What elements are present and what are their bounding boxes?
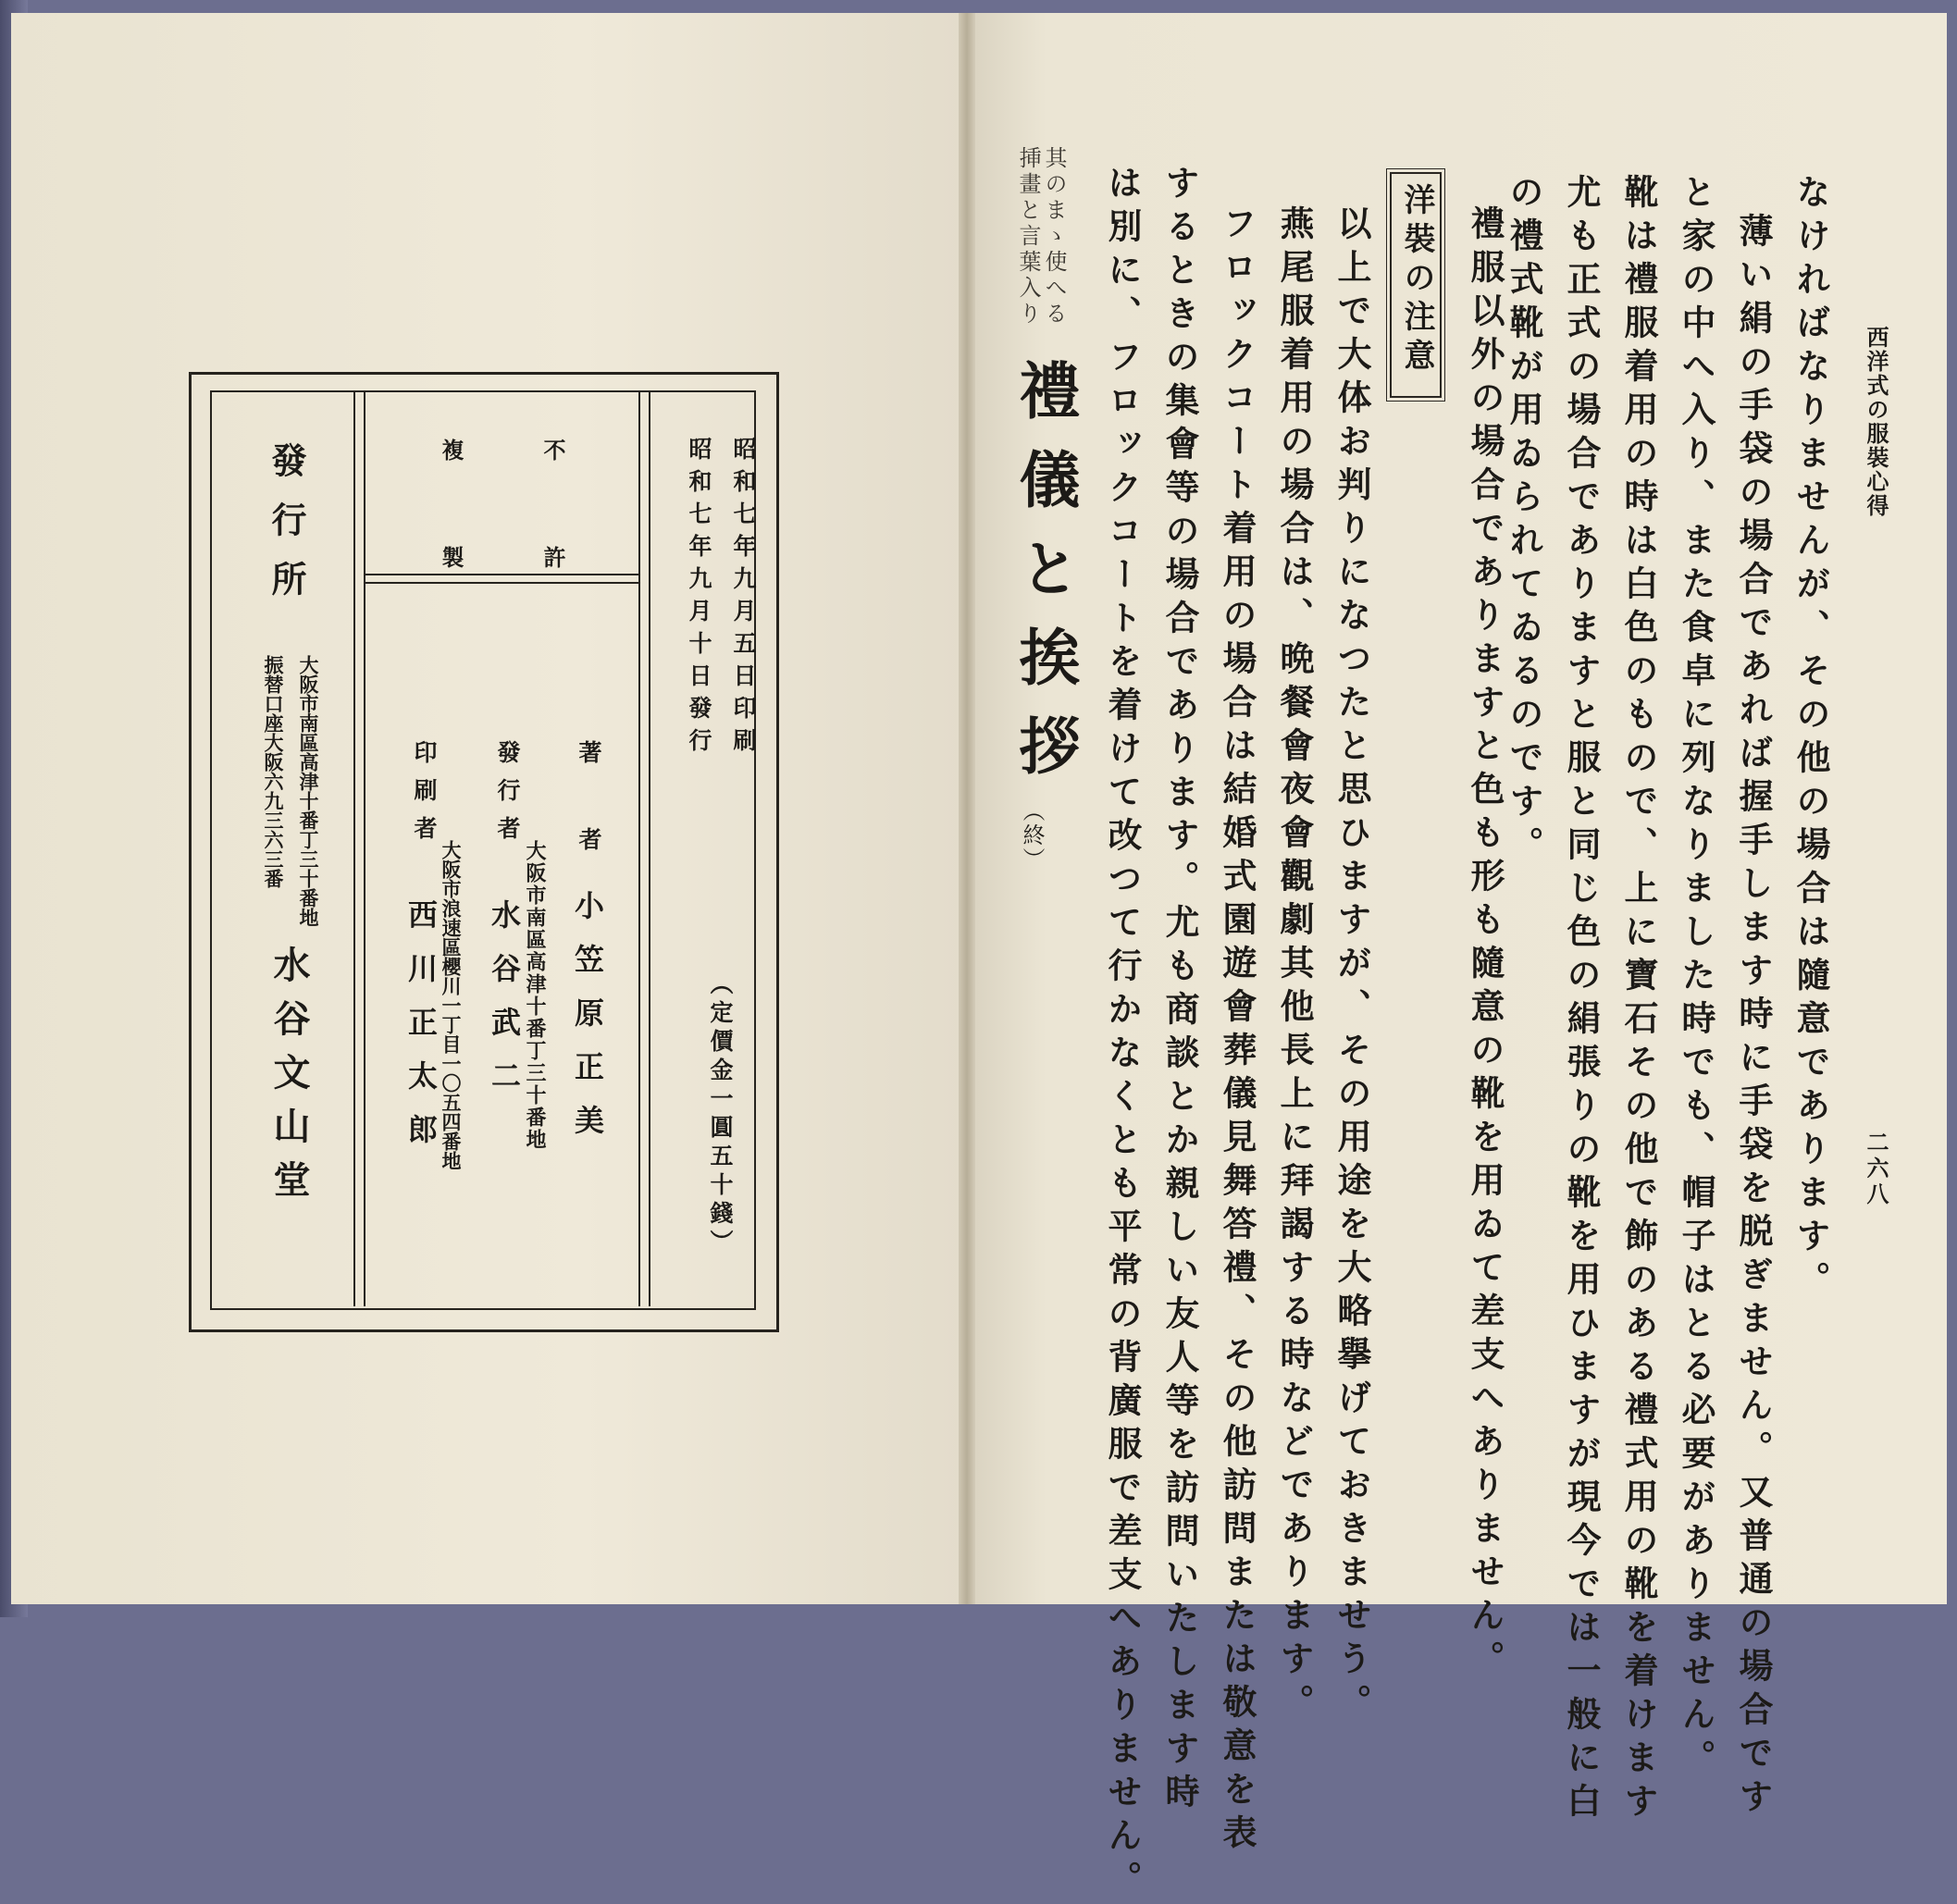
stamp-reproduction: 複 製 [438,439,464,600]
section-column-4: するときの集會等の場合であります。尤も商談とか親しい友人等を訪問いたします時 [1159,165,1199,1817]
stamp-no-unauthorized: 不 許 [539,439,565,600]
author-label: 著 者 [576,740,602,871]
issuer-account: 振替口座大阪六九三六三番 [262,655,284,888]
section-column-2: 燕尾服着用の場合は、晩餐會夜會觀劇其他長上に拜謁する時などであります。 [1274,205,1314,1727]
publisher-address: 大阪市南區高津十番丁三十番地 [523,840,546,1151]
section-column-3: フロックコート着用の場合は結婚式園遊會葬儀見舞答禮、その他訪問または敬意を表 [1217,205,1257,1858]
publisher-label: 發行者 [494,740,521,854]
issuer-label: 發行所 [266,442,306,620]
issue-date: 昭和七年九月十日發行 [686,437,712,760]
issuer-address: 大阪市南區高津十番丁三十番地 [297,655,319,927]
body-column-5: 尤も正式の場合でありますと服と同じ色の絹張りの靴を用ひますが現今では一般に白 [1561,174,1601,1826]
printer-address: 大阪市浪速區櫻川一丁目一〇五四番地 [440,840,462,1170]
body-column-6: の禮式靴が用ゐられてゐるのです。 [1504,174,1543,870]
colophon-divider-left [353,390,365,1306]
section-heading-box [1390,172,1442,398]
colophon-stamp-divider [365,574,638,584]
book-gutter [959,13,975,1604]
section-column-5: は別に、フロックコートを着けて改つて行かなくとも平常の背廣服で差支へありません。 [1102,165,1142,1904]
section-column-1: 以上で大体お判りになつたと思ひますが、その用途を大略擧げておきませう。 [1332,205,1371,1727]
author-name: 小笠原正美 [570,890,605,1158]
body-column-2: 薄い絹の手袋の場合であれば握手します時に手袋を脱ぎません。又普通の場合です [1733,213,1773,1822]
print-date: 昭和七年九月五日印刷 [730,437,757,760]
price: （定價金一圓五十錢） [707,971,734,1258]
body-column-3: と家の中へ入り、また食卓に列なりました時でも、帽子はとる必要がありません。 [1676,174,1715,1783]
body-column-7: 禮服以外の場合でありますと色も形も隨意の靴を用ゐて差支へありません。 [1465,205,1505,1684]
page-number: 二六八 [1863,1131,1889,1208]
promo-line-2: 挿畫と言葉入り [1015,146,1041,328]
promo-line-1: 其のまゝ使へる [1041,146,1067,328]
end-mark: （終） [1019,799,1045,872]
issuer-name: 水谷文山堂 [267,946,310,1214]
body-column-4: 靴は禮服着用の時は白色のもので、上に寶石その他で飾のある禮式用の靴を着けます [1618,174,1658,1826]
book-title: 禮儀と挨拶 [1009,359,1081,803]
printer-name: 西川正太郎 [403,899,439,1168]
running-header: 西洋式の服裝心得 [1863,326,1889,518]
section-heading: 洋裝の注意 [1398,183,1435,377]
printer-label: 印刷者 [411,740,438,854]
colophon-divider-right [638,390,650,1306]
body-column-1: なければなりませんが、その他の場合は隨意であります。 [1790,174,1830,1304]
publisher-name: 水谷武二 [487,899,522,1114]
